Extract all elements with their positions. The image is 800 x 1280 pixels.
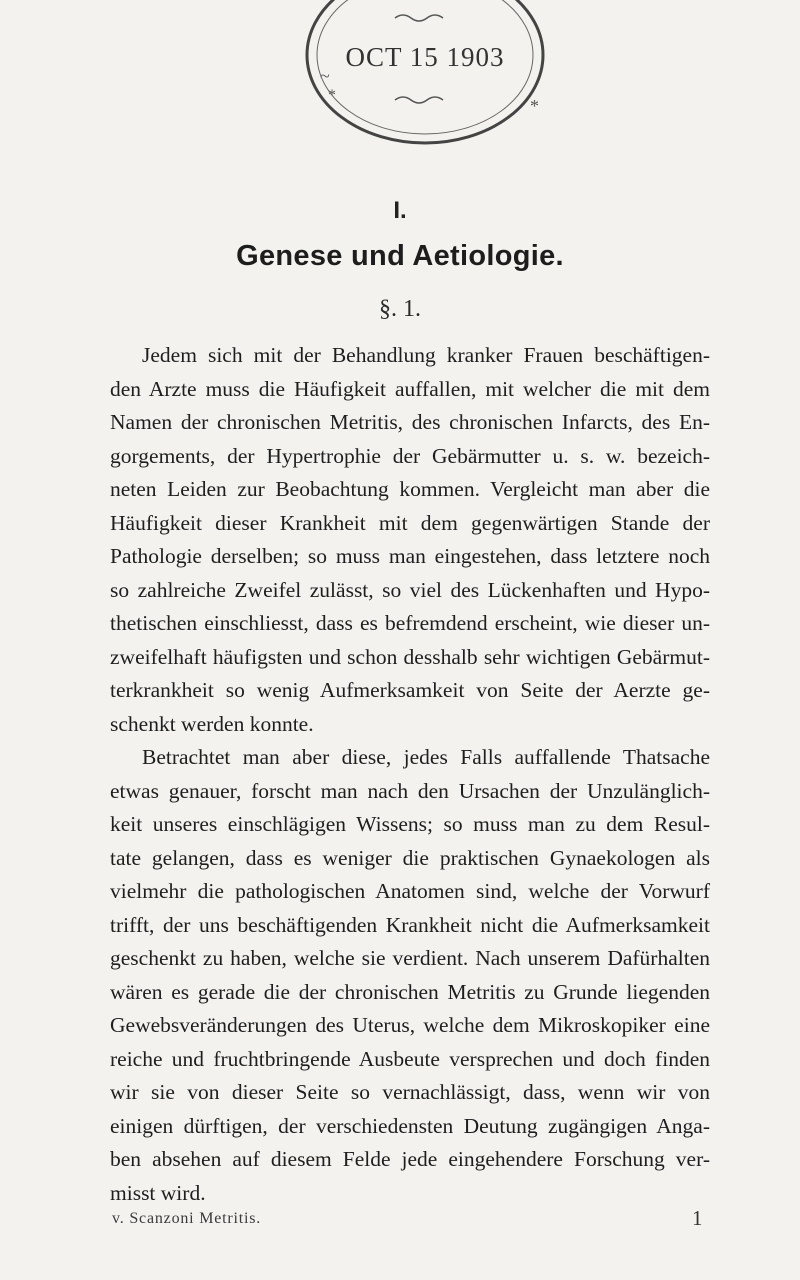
text-line: geschenkt zu haben, welche sie verdient. Nach unserem Dafürhalten bbox=[110, 946, 710, 970]
section-heading: §. 1. bbox=[379, 296, 421, 322]
library-stamp bbox=[300, 0, 550, 150]
text-line: Namen der chronischen Metritis, des chronischen Infarcts, des En- bbox=[110, 410, 710, 434]
text-line: ben absehen auf diesem Felde jede eingehendere Forschung ver- bbox=[110, 1147, 710, 1171]
text-line: zweifelhaft häufigsten und schon desshalb sehr wichtigen Gebärmut- bbox=[110, 644, 710, 669]
text-line: neten Leiden zur Beobachtung kommen. Vergleicht man aber die bbox=[110, 477, 710, 501]
chapter-title: Genese und Aetiologie. bbox=[236, 240, 564, 272]
text-line: trifft, der uns beschäftigenden Krankheit nicht die Aufmerksamkeit bbox=[110, 912, 710, 937]
text-line: Gewebsveränderungen des Uterus, welche dem Mikroskopiker eine bbox=[110, 1013, 710, 1037]
text-line: gorgements, der Hypertrophie der Gebärmutter u. s. w. bezeich- bbox=[110, 443, 710, 468]
text-line: vielmehr die pathologischen Anatomen sind, welche der Vorwurf bbox=[110, 879, 710, 903]
text-line: den Arzte muss die Häufigkeit auffallen, mit welcher die mit dem bbox=[110, 376, 710, 401]
svg-text:*: * bbox=[530, 96, 539, 116]
text-line: etwas genauer, forscht man nach den Ursachen der Unzulänglich- bbox=[110, 778, 710, 803]
stamp-date: OCT 15 1903 bbox=[345, 42, 505, 72]
text-line: terkrankheit so wenig Aufmerksamkeit von Seite der Aerzte ge- bbox=[110, 678, 710, 702]
printer-signature: v. Scanzoni Metritis. bbox=[112, 1210, 262, 1227]
svg-text:*: * bbox=[328, 87, 336, 104]
sheet-number: 1 bbox=[692, 1206, 703, 1230]
text-line: thetischen einschliesst, dass es befremdend erscheint, wie dieser un- bbox=[110, 611, 710, 635]
text-line: so zahlreiche Zweifel zulässt, so viel des Lückenhaften und Hypo- bbox=[110, 577, 710, 602]
text-line: Pathologie derselben; so muss man eingestehen, dass letztere noch bbox=[110, 544, 710, 568]
text-line: Häufigkeit dieser Krankheit mit dem gegenwärtigen Stande der bbox=[110, 510, 710, 535]
text-line: tate gelangen, dass es weniger die praktischen Gynaekologen als bbox=[110, 845, 710, 870]
text-line: schenkt werden konnte. bbox=[110, 711, 314, 736]
text-line: wären es gerade die der chronischen Metritis zu Grunde liegenden bbox=[110, 979, 710, 1004]
svg-text:~: ~ bbox=[320, 66, 330, 86]
text-line: keit unseres einschlägigen Wissens; so muss man zu dem Resul- bbox=[110, 812, 710, 836]
text-line: einigen dürftigen, der verschiedensten Deutung zugängigen Anga- bbox=[110, 1113, 710, 1138]
paragraph-1 bbox=[110, 339, 710, 741]
paragraph-2 bbox=[110, 741, 710, 1210]
text-line: misst wird. bbox=[110, 1180, 206, 1205]
stamp-oval-icon bbox=[300, 0, 550, 150]
text-line: reiche und fruchtbringende Ausbeute versprechen und doch finden bbox=[110, 1046, 710, 1071]
text-line: Jedem sich mit der Behandlung kranker Frauen beschäftigen- bbox=[142, 343, 710, 367]
text-line: Betrachtet man aber diese, jedes Falls auffallende Thatsache bbox=[142, 745, 710, 769]
text-line: wir sie von dieser Seite so vernachlässigt, dass, wenn wir von bbox=[110, 1080, 710, 1104]
chapter-number: I. bbox=[393, 197, 407, 224]
